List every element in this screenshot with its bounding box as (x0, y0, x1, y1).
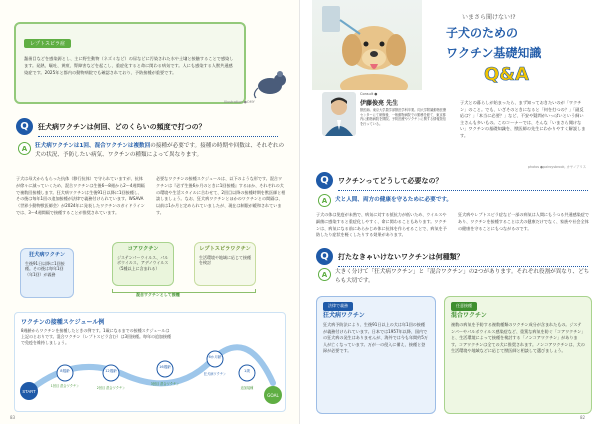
q-underline (338, 266, 588, 267)
svg-text:1回目 混合ワクチン: 1回目 混合ワクチン (50, 384, 80, 388)
title-line-1: 子犬のための (446, 26, 519, 40)
answer-2-text (335, 196, 452, 205)
intro-text: 子犬との暮らしが始まったら、まず知っておきたいのが「ワクチン」のこと。でも、いざそのときになると「何を打つの？」「副反応は？」「本当に必要？」など、不安や疑問がいっぱいという飼い主さんも多いもの。このコーナーでは、そんな「いまさら聞けない」ワクチンの基礎知識を、獣医師の先生にわかりやすく解説します。 (460, 100, 586, 138)
body-col-2: 必要なワクチンの接種スケジュールは、以下のような形です。混合ワクチンは『必ず生後6か月のときに1回接種』するほか、それぞれの犬の環境や生活スタイルに合わせて、2回目以降の接種時期を獣医師と相談しましょう。なお、狂犬病ワクチンとほかのワクチンとの間隔は、以前は1か月と定められていましたが、現在は制限が緩和されています。 (156, 176, 286, 215)
noncore-label: レプトスピラワクチン (199, 246, 251, 252)
photo-credit: photos ●pairoysbrook, カヤノアリス (527, 165, 586, 169)
question-1-title: 狂犬病ワクチンは何回、どのくらいの頻度で打つの？ (38, 122, 206, 131)
rabies-callout-text: 狂犬病予防法により、生後91日以上の犬は年1回の接種が義務付けられています。日本では1957年以降、国内での狂犬病の発生はありませんが、海外では今も年間約5万人が亡くなっています。万が一の侵入に備え、接種と登録が必要です。 (323, 322, 428, 353)
body-col-1: 子犬は母犬からもらった抗体（移行抗体）で守られていますが、抗体が徐々に減っていくため、混合ワクチンは生後6〜8週から2〜4週間隔で複数回接種します。狂犬病ワクチンは生後91日以降に1回接種し、その後は毎年1回の追加接種が法律で義務付けられています。WSAVA（世界小動物獣医師会）が2024年に発表したワクチンのガイドラインでは、3〜4週間隔で接種することが推奨されています。 (16, 176, 145, 215)
rabies-vaccine-box (20, 248, 74, 298)
core-vaccine-box (112, 242, 174, 286)
rabies-label: 狂犬病ワクチン (28, 252, 66, 258)
rabies-callout-title: 狂犬病ワクチン (323, 311, 365, 319)
q2-body-col-2: 狂犬病やレプトスピラ症など一部の病気は人間にもうつる共通感染症であり、ワクチンを接種することは犬の健康だけでなく、家族や社会全体の健康を守ることにもつながるのです。 (458, 212, 589, 231)
title-subtitle: いまさら聞けない!? (462, 14, 516, 21)
a-badge: A (318, 268, 331, 281)
svg-text:追加接種: 追加接種 (240, 386, 254, 390)
mixed-bracket (112, 289, 256, 293)
answer-1-body (16, 176, 286, 217)
answer-2-highlight: 犬と人間、両方の健康を守るために必要です。 (335, 197, 453, 203)
leptospira-note (14, 22, 246, 104)
answer-1-post: の接種が必要です。接種の時期や回数は、それぞれの犬の状況、予防したい病気、ワクチンの種類によって異なります。 (35, 143, 285, 158)
optional-category-tag: 任意接種 (451, 302, 477, 311)
q-badge: Q (316, 172, 333, 189)
illustration-credit: Illustration ●OMY (224, 100, 255, 104)
schedule-box (14, 312, 286, 412)
question-3-title: 打たなきゃいけないワクチンは何種類？ (338, 252, 464, 261)
q-underline (38, 136, 278, 137)
question-1 (16, 118, 206, 135)
vet-photo (322, 92, 356, 136)
rabies-text: 生後91日以降に1回接種。その後は毎年1回（年1回）が義務 (25, 260, 65, 277)
core-label: コアワクチン (127, 246, 159, 252)
step-1y (239, 365, 255, 390)
answer-1 (18, 142, 286, 160)
core-text: ジステンパーウイルス、パルボウイルス、アデノウイルス（5種以上に含まれる） (117, 254, 169, 271)
schedule-title: ワクチンの接種スケジュール例 (21, 319, 105, 326)
legal-category-tag: 法律で義務 (323, 302, 353, 311)
q-badge: Q (316, 248, 333, 265)
answer-1-pre: 狂犬病ワクチンは1回、 (35, 143, 95, 149)
title-qa: Q&A (484, 64, 529, 85)
question-2 (316, 172, 442, 189)
mixed-callout (444, 296, 592, 414)
step-16w (151, 361, 179, 386)
svg-text:3回目 混合ワクチン: 3回目 混合ワクチン (150, 382, 180, 386)
svg-text:2回目 混合ワクチン: 2回目 混合ワクチン (96, 386, 126, 390)
puppy-image (312, 0, 422, 90)
q-badge: Q (16, 118, 33, 135)
start-marker (20, 382, 38, 400)
rat-illustration (250, 60, 290, 100)
title-line-2: ワクチン基礎知識 (446, 46, 542, 60)
mixed-callout-text: 複数の病気を予防する複数種類のワクチン成分が含まれたもの。ジステンパーやパルボウイルス感染症など、重篤な病気を防ぐ「コアワクチン」と、生活環境によって接種を検討する「ノンコアワクチン」があります。コアワクチンは全ての犬に推奨されます。ノンコアワクチンは、犬の生活環境や地域などに応じて獣医師と相談して選びましょう。 (451, 322, 585, 353)
schedule-text: 8週齢からワクチンを接種したときの例です。1歳になるまでの接種スケジュールは上記のとおりです。混合ワクチン（レプトスピラ含む）は3回接種。毎年の追加接種で免疫を維持しましょう。 (21, 328, 171, 345)
noncore-vaccine-box (194, 242, 256, 286)
vet-bio: 獣医師。東京大学農学部獣医学科卒業。同大学附属動物医療センターにて研修後、一般動物病院での勤務を経て、東京都内に動物病院を開院。予防医療やワクチンに関する情報発信を行っている。 (360, 108, 447, 126)
mixed-label: 混合ワクチンとして接種 (136, 292, 180, 297)
question-2-title: ワクチンってどうして必要なの？ (338, 176, 443, 185)
note-text: 齧歯目などを感染源とし、主に野生動物（ネズミなど）の尿などに汚染された水や土壌と接触することで感染します。発熱、嘔吐、黄疸、腎障害などを起こし、重症化すると命に関わる病気です。人にも感染する人獣共通感染症です。2025年と都内の動物病院でも確認されており、予防接種が重要です。 (24, 56, 234, 75)
q-underline (338, 190, 588, 191)
svg-text:12週齢: 12週齢 (105, 369, 117, 373)
vaccine-diagram (16, 240, 286, 306)
a-badge: A (318, 194, 331, 207)
answer-2 (318, 194, 588, 207)
mixed-callout-title: 混合ワクチン (451, 311, 487, 319)
answer-3 (318, 268, 590, 286)
puppy-photo (312, 0, 422, 90)
page-number-right: 82 (580, 415, 586, 420)
vet-tag: Consult ● (360, 92, 378, 96)
answer-1-text (35, 142, 286, 160)
svg-text:1歳: 1歳 (244, 369, 250, 373)
goal-marker (264, 386, 282, 404)
schedule-path (15, 313, 287, 413)
question-3 (316, 248, 464, 265)
svg-text:8週齢: 8週齢 (60, 369, 70, 373)
answer-2-body (316, 212, 590, 239)
page-number-left: 83 (10, 415, 16, 420)
vet-portrait (322, 92, 356, 136)
answer-3-text: 大きく分けて「狂犬病ワクチン」と「混合ワクチン」の2つがあります。それぞれ役割が異なり、どちらも大切です。 (335, 269, 590, 284)
q2-body-col-1: 子犬の体は免疫が未熟で、病気に対する抵抗力が低いため、ウイルスや細菌に感染すると重症化しやすく、命に関わることもあります。ワクチンは、病気になる前にあらかじめ体に抗体を作らせることで、病気を予防したり症状を軽くしたりする効果があります。 (316, 212, 447, 238)
rabies-callout (316, 296, 436, 414)
answer-1-highlight: 混合ワクチンは複数回 (94, 143, 151, 149)
svg-text:16週齢: 16週齢 (159, 365, 171, 369)
svg-text:GOAL: GOAL (267, 393, 279, 398)
svg-text:6か月齢: 6か月齢 (208, 355, 222, 359)
start-label: START (22, 389, 36, 394)
vet-name: 伊藤俊亮 先生 (360, 100, 399, 107)
svg-text:狂犬病ワクチン: 狂犬病ワクチン (203, 372, 227, 376)
note-tag: レプトスピラ症 (24, 39, 71, 48)
noncore-text: 生活環境や地域に応じて接種を検討 (199, 254, 251, 265)
a-badge: A (18, 142, 31, 155)
